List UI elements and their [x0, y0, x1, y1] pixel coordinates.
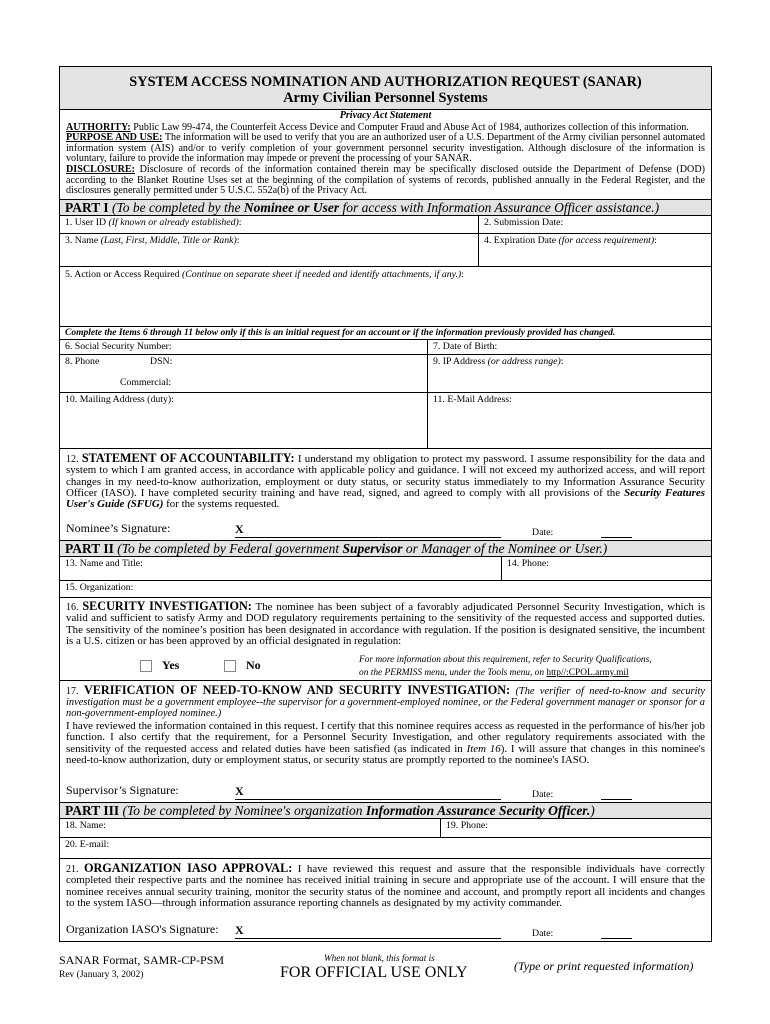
field-ip-address[interactable]: 9. IP Address (or address range): [427, 355, 711, 392]
form-title: SYSTEM ACCESS NOMINATION AND AUTHORIZATION REQUEST (SANAR) [129, 74, 642, 90]
disclosure-text [66, 165, 705, 197]
form-footer [59, 951, 712, 991]
authority-label: AUTHORITY: [66, 121, 131, 133]
privacy-act-statement [60, 110, 711, 199]
field-expiration-date[interactable]: 4. Expiration Date (for access requirement): [478, 234, 711, 266]
field-supervisor-name-title[interactable]: 13. Name and Title: [65, 557, 143, 569]
part1-label: PART I [65, 199, 109, 215]
footer-fouo: FOR OFFICIAL USE ONLY [280, 964, 468, 981]
yes-checkbox[interactable] [140, 660, 152, 672]
part1-desc-a: (To be completed by the [112, 199, 244, 215]
field-email[interactable]: 11. E-Mail Address: [427, 393, 711, 448]
no-option[interactable]: No [224, 658, 261, 673]
cpol-link[interactable]: http//:CPOL.army.mil [546, 667, 629, 678]
verification-need-to-know: 17. VERIFICATION OF NEED-TO-KNOW AND SECURITY INVESTIGATION: (The verifier of need-to-know and security investigation must be a government employee--the supervisor for a government-employed nominee, or the Federal government manager or sponsor for a non-government-employed nominee.) I have reviewed the information contained in this request. I certify that this nominee requires access as requested in the performance of his/her job function. I also certify that the requirement, for a Personnel Security Investigation, and other regulatory requirements associated with the sensitivity of the requested access and related duties have been satisfied (as indicated in Item 16). I will assure that changes in this nominee's need-to-know authorization, duty or employment status, or security status are promptly reported to the nominee's IASO. Supervisor’s Signature: X Date: [60, 681, 711, 802]
part1-desc-b: Nominee or User [243, 199, 340, 215]
part1-header [60, 199, 711, 216]
nominee-date-label: Date: [532, 526, 554, 538]
statement-of-accountability: 12. STATEMENT OF ACCOUNTABILITY: I understand my obligation to protect my password. I assume responsibility for the data and system to which I am granted access, in accordance with applicable policy and guidance. I will not exceed my authorized access, and will report changes in my need-to-know authorization, employment or duty status, or security status immediately to my Information Assurance Security Officer (IASO). I have completed security training and have read, signed, and agreed to comply with all provisions of the Security Features User's Guide (SFUG) for the systems requested. Nominee’s Signature: X Date: [60, 449, 711, 540]
supervisor-date-label: Date: [532, 788, 554, 800]
no-checkbox[interactable] [224, 660, 236, 672]
field-organization[interactable]: 15. Organization: [65, 581, 134, 593]
part3-label: PART III [65, 802, 120, 818]
footer-when-not-blank: When not blank, this format is [324, 953, 435, 963]
part2-header [60, 540, 711, 557]
iaso-signature-label: Organization IASO's Signature: [66, 921, 219, 936]
iaso-date-label: Date: [532, 927, 554, 939]
permiss-info: For more information about this requirement, refer to Security Qualifications, on the PERMISS menu, under the Tools menu, on http//:CPOL.army.mil [359, 654, 652, 678]
field-phone[interactable] [60, 355, 427, 392]
footer-format: SANAR Format, SAMR-CP-PSM [59, 953, 225, 967]
disclosure-label: DISCLOSURE: [66, 163, 135, 175]
part2-desc-a: (To be completed by Federal government [117, 540, 343, 556]
security-investigation: 16. SECURITY INVESTIGATION: The nominee has been subject of a favorably adjudicated Personnel Security Investigation, which is valid and sufficient to satisfy Army and DOD regulatory requirements pertaining to the sensitivity of the requested access and supported duties. The sensitivity of the nominee’s position has been designated in accordance with regulation. If the position is designated sensitive, the incumbent is a U.S. citizen or has been approved by an official designated in regulation: Yes No For more information about this requirement, refer to Security Qualifications, on the PERMISS menu, under the Tools menu, on http//:CPOL.army.mil [60, 598, 711, 681]
purpose-text [66, 133, 705, 165]
iaso-approval: 21. ORGANIZATION IASO APPROVAL: I have reviewed this request and assure that the responsible individuals have correctly completed their respective parts and the nominee has received initial training in secure and appropriate use of the account. I will ensure that the nominee receives annual security training, monitor the security status of the nominee and account, and promptly report all incidents and changes to the system IASO—through information assurance reporting channels as designated by my activity commander. Organization IASO's Signature: X Date: [60, 859, 711, 941]
field-mailing-address[interactable]: 10. Mailing Address (duty): [65, 393, 174, 405]
supervisor-signature-x: X [235, 783, 244, 798]
part3-desc-c: ) [590, 802, 595, 818]
supervisor-signature-line[interactable] [60, 780, 711, 802]
field-submission-date[interactable]: 2. Submission Date: [478, 216, 711, 233]
field-supervisor-phone[interactable]: 14. Phone: [501, 557, 711, 580]
field-iaso-name[interactable]: 18. Name: [65, 819, 106, 831]
commercial-label: Commercial: [120, 376, 172, 388]
iaso-signature-x: X [235, 922, 244, 937]
phone-label: 8. Phone [65, 355, 100, 367]
purpose-label: PURPOSE AND USE: [66, 132, 163, 144]
field-dob[interactable]: 7. Date of Birth: [427, 340, 711, 354]
part3-desc-a: (To be completed by Nominee's organization [122, 802, 366, 818]
supervisor-signature-label: Supervisor’s Signature: [66, 782, 179, 797]
items-6-11-note: Complete the Items 6 through 11 below only if this is an initial request for an account or if the information previously provided has changed. [60, 327, 711, 340]
form-header [60, 67, 711, 110]
field-ssn[interactable]: 6. Social Security Number: [65, 340, 172, 352]
part2-desc-c: or Manager of the Nominee or User.) [402, 540, 608, 556]
part2-desc-b: Supervisor [342, 540, 403, 556]
footer-rev: Rev (January 3, 2002) [59, 970, 144, 980]
disclosure-body: Disclosure of records of the information contained therein may be specifically disclosed outside the Department of Defense (DOD) according to the Blanket Routine Uses set at the beginning of the compilation of systems of records, published annually in the Federal Register, and the disclosures generally permitted under 5 U.S.C. 552a(b) of the Privacy Act. [66, 163, 705, 197]
nominee-signature-label: Nominee’s Signature: [66, 520, 171, 535]
privacy-title: Privacy Act Statement [339, 110, 432, 121]
nominee-signature-x: X [235, 521, 244, 536]
sanar-form [59, 66, 712, 942]
part3-desc-b: Information Assurance Security Officer. [365, 802, 591, 818]
footer-type-print: (Type or print requested information) [514, 959, 694, 973]
nominee-signature-line[interactable] [60, 518, 711, 540]
field-iaso-email[interactable]: 20. E-mail: [65, 838, 110, 850]
part1-desc-c: for access with Information Assurance Officer assistance.) [339, 199, 660, 215]
dsn-label: DSN: [150, 355, 173, 367]
iaso-signature-line[interactable] [60, 919, 711, 941]
part2-label: PART II [65, 540, 114, 556]
authority-body: Public Law 99-474, the Counterfeit Access Device and Computer Fraud and Abuse Act of 1984, authorizes collection of this information. [133, 121, 689, 133]
field-name[interactable]: 3. Name (Last, First, Middle, Title or Rank): [65, 234, 240, 246]
yes-option[interactable]: Yes [140, 658, 179, 673]
form-subtitle: Army Civilian Personnel Systems [283, 90, 488, 106]
field-iaso-phone[interactable]: 19. Phone: [440, 819, 711, 837]
purpose-body: The information will be used to verify that you are an authorized user of a U.S. Department of the Army civilian personnel automated information system (AIS) and/or to verify completion of your government personnel security investigation. Although disclosure of the information is voluntary, failure to provide the information may impede or prevent the processing of your SANAR. [66, 132, 706, 165]
field-action-access[interactable]: 5. Action or Access Required (Continue on separate sheet if needed and identify attachments, if any.): [65, 268, 464, 280]
field-user-id[interactable]: 1. User ID (If known or already established): [65, 216, 242, 228]
part3-header [60, 802, 711, 819]
